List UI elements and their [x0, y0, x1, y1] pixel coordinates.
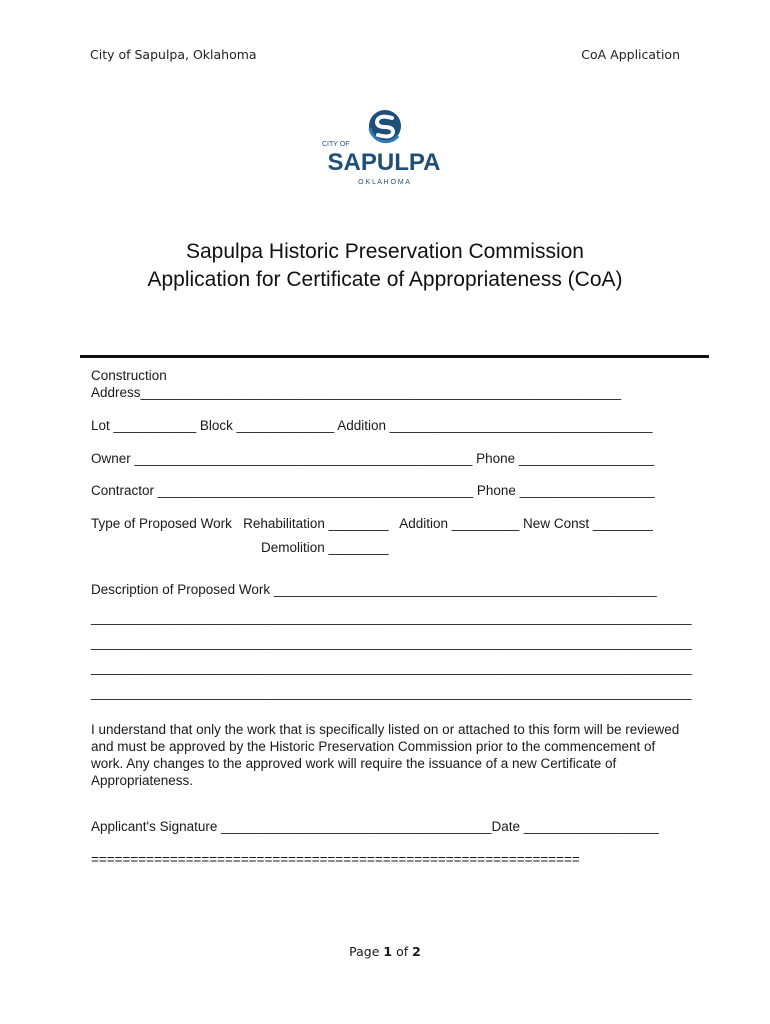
- description-field[interactable]: Description of Proposed Work ___________________________________________________: [91, 582, 657, 597]
- description-blank-line[interactable]: ________________________________________________________________________________: [91, 610, 692, 625]
- of-label: of: [396, 944, 409, 959]
- divider-rule: [80, 355, 709, 358]
- address-field[interactable]: Address________________________________________________________________: [91, 385, 622, 400]
- logo-state: O K L A H O M A: [358, 179, 410, 186]
- page-total: 2: [412, 944, 421, 959]
- description-blank-line[interactable]: ________________________________________________________________________________: [91, 660, 692, 675]
- sapulpa-logo: [318, 104, 450, 188]
- signature-date-fields[interactable]: Applicant's Signature ____________________________________Date __________________: [91, 819, 659, 834]
- logo-name: SAPULPA: [327, 149, 441, 176]
- title-line-2: Application for Certificate of Appropriateness (CoA): [147, 268, 623, 291]
- contractor-phone-fields[interactable]: Contractor __________________________________________ Phone __________________: [91, 483, 655, 498]
- page-number: 1: [383, 944, 393, 959]
- page-footer: [0, 944, 770, 959]
- lot-block-addition-fields[interactable]: Lot ___________ Block _____________ Addition ___________________________________: [91, 418, 653, 433]
- construction-label: Construction: [91, 368, 167, 383]
- demolition-field[interactable]: Demolition ________: [261, 540, 389, 555]
- header-city: City of Sapulpa, Oklahoma: [90, 47, 257, 62]
- logo-city-of: CITY OF: [322, 141, 350, 148]
- description-blank-line[interactable]: ________________________________________________________________________________: [91, 635, 692, 650]
- separator-line: ==============================================================: [91, 852, 580, 867]
- work-type-fields[interactable]: Type of Proposed Work Rehabilitation ________ Addition _________ New Const ________: [91, 516, 653, 531]
- s-emblem-icon: [369, 110, 401, 142]
- owner-phone-fields[interactable]: Owner _____________________________________________ Phone __________________: [91, 451, 655, 466]
- description-blank-line[interactable]: ________________________________________________________________________________: [91, 685, 692, 700]
- title-line-1: Sapulpa Historic Preservation Commission: [186, 240, 584, 263]
- header-doc-type: CoA Application: [581, 47, 680, 62]
- page-label: Page: [349, 944, 380, 959]
- acknowledgement-text: I understand that only the work that is specifically listed on or attached to this form will be reviewed and must be approved by the Historic Preservation Commission prior to the commencement of work. Any changes to the approved work will require the issuance of a new Certificate of Appropriateness.: [91, 722, 680, 788]
